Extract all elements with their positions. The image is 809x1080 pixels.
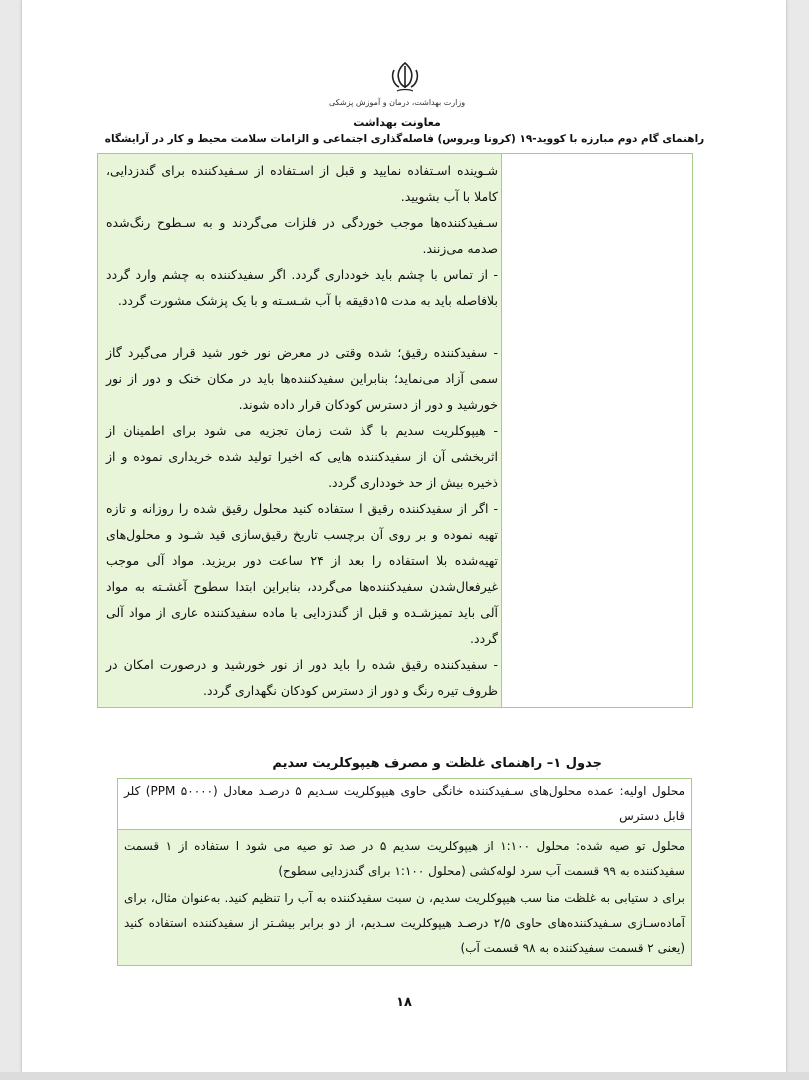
- table-cell: محلول تو صیه شده: محلول ۱:۱۰۰ از هیپوکلریت سدیم ۵ در صد تو صیه می شود ا ستفاده از ۱ قسمت سفیدکننده به ۹۹ قسمت آب سرد لوله‌کشی (محلول ۱:۱۰۰ برای گندزدایی سطوح): [124, 839, 685, 878]
- paragraph: شـوینده اسـتفاده نمایید و قبل از اسـتفاده از سـفیدکننده برای گندزدایی، کاملا با آب بشویید.: [106, 163, 498, 204]
- empty-side-column: [501, 154, 692, 707]
- ministry-name: وزارت بهداشت، درمان و آموزش پزشکی: [328, 98, 466, 107]
- content-table: [97, 153, 693, 708]
- table-title: جدول ۱– راهنمای غلظت و مصرف هیپوکلریت سدیم: [272, 756, 602, 771]
- document-page: [22, 0, 786, 1072]
- table-cell: محلول اولیه: عمده محلول‌های سـفیدکننده خانگی حاوی هیپوکلریت سـدیم ۵ درصـد معادل (PPM ۵۰۰۰۰) کلر قابل دسترس: [124, 784, 685, 823]
- paragraph: - هیپوکلریت سدیم با گذ شت زمان تجزیه می شود برای اطمینان از اثربخشی آن از سفیدکننده هایی که اخیرا تولید شده خریداری نموده و از ذخیره بیش از حد خودداری گردد.: [106, 423, 498, 490]
- paragraph: - از تماس با چشم باید خودداری گردد. اگر سفیدکننده به چشم وارد گردد بلافاصله باید به مدت ۱۵دقیقه با آب شـسـته و با یک پزشک مشورت گردد.: [106, 267, 498, 308]
- table-cell: برای د ستیابی به غلظت منا سب هیپوکلریت سدیم، ن سبت سفیدکننده به آب را تنظیم کنید. به‌عنوان مثال، برای آماده‌سـازی سـفیدکننده‌های حاوی ۲/۵ درصـد هیپوکلریت سـدیم، از دو برابر بیشـتر از سفیدکننده استفاده کنید (یعنی ۲ قسمت سفیدکننده به ۹۸ قسمت آب): [124, 891, 685, 955]
- content-column: [98, 154, 501, 707]
- paragraph: - سفیدکننده رقیق؛ شده وقتی در معرض نور خور شید قرار می‌گیرد گاز سمی آزاد می‌نماید؛ بنابراین سفیدکننده‌ها باید در مکان خنک و دور از نور خورشید و دور از دسترس کودکان قرار داده شوند.: [106, 345, 498, 412]
- deputy-title: معاونت بهداشت: [353, 116, 441, 129]
- paragraph: - اگر از سفیدکننده رقیق ا ستفاده کنید محلول رقیق شده را روزانه و تازه تهیه نموده و بر روی آن برچسب تاریخ رقیق‌سازی قید شـود و محلول‌های تهیه‌شده بلا استفاده را بعد از ۲۴ ساعت دور بریزید. مواد آلی موجب غیرفعال‌شدن سفیدکننده‌ها می‌گردد، بنابراین ابتدا سطوح آغشـته به مواد آلی باید تمیزشـده و قبل از گندزدایی با ماده سفیدکننده عاری از مواد آلی گردد.: [106, 501, 498, 646]
- page-number: ۱۸: [396, 995, 412, 1010]
- guide-title: راهنمای گام دوم مبارزه با کووید-۱۹ (کرونا ویروس) فاصله‌گذاری اجتماعی و الزامات سلامت محیط و کار در آرایشگاه: [104, 133, 705, 145]
- table-row: [118, 830, 691, 965]
- paragraph: - سفیدکننده رقیق شده را باید دور از نور خورشید و درصورت امکان در ظروف تیره رنگ و دور از دسترس کودکان نگهداری گردد.: [106, 657, 498, 698]
- paragraph: سـفیدکننده‌ها موجب خوردگی در فلزات می‌گردند و به سـطوح رنگ‌شده صدمه می‌زنند.: [106, 215, 498, 256]
- concentration-table: [117, 778, 692, 966]
- viewer-bottom-strip: [0, 1072, 809, 1080]
- table-row: [118, 779, 691, 830]
